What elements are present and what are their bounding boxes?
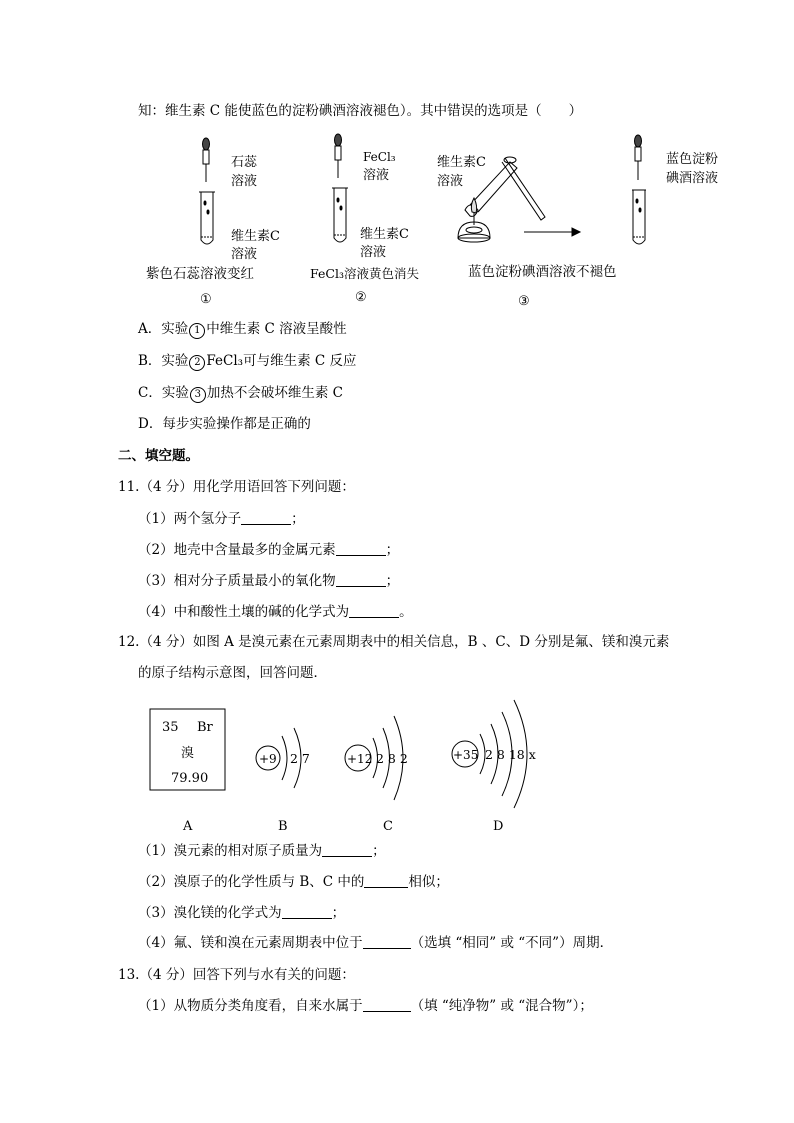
- q11-part-2: （2）地壳中含量最多的金属元素 ；: [138, 542, 400, 558]
- dropper-2-label-1: FeCl₃: [363, 150, 396, 164]
- atom-figure: [0, 690, 794, 840]
- atom-d-shells: 2 8 18 x: [485, 747, 536, 762]
- q12-part-1: （1）溴元素的相对原子质量为 ；: [138, 843, 386, 859]
- q13-stem: 13.（4 分）回答下列与水有关的问题：: [118, 967, 355, 983]
- caption-1: 紫色石蕊溶液变红: [146, 266, 254, 282]
- tube-2-label-1: 维生素C: [360, 227, 409, 242]
- tube-1-label-2: 溶液: [231, 247, 258, 262]
- atom-d-nucleus: +35: [453, 748, 479, 762]
- q12-part-3: （3）溴化镁的化学式为 ；: [138, 905, 346, 921]
- label-d: D: [493, 819, 504, 834]
- q11-part-3: （3）相对分子质量最小的氧化物 ；: [138, 573, 400, 589]
- dropper-1-label-1: 石蕊: [231, 155, 258, 170]
- test-tube-2: [332, 188, 348, 242]
- experiment-figure: [0, 128, 794, 338]
- arrow: [524, 228, 580, 236]
- section-heading: 二、填空题。: [118, 448, 199, 464]
- option-b: B．实验 2 FeCl₃可与维生素 C 反应: [138, 353, 357, 369]
- tube-1-label-1: 维生素C: [231, 229, 280, 244]
- test-tube-1: [199, 192, 215, 244]
- answer-blank[interactable]: [282, 904, 332, 919]
- atom-c-shells: 2 8 2: [376, 751, 408, 766]
- test-tube-3: [632, 190, 646, 244]
- answer-blank[interactable]: [336, 541, 386, 556]
- q12-stem-2: 的原子结构示意图，回答问题．: [138, 665, 327, 681]
- q11-part-4: （4）中和酸性土壤的碱的化学式为 。: [138, 604, 413, 620]
- q11-stem: 11.（4 分）用化学用语回答下列问题：: [118, 479, 355, 495]
- number-1: ①: [200, 292, 212, 307]
- dropper-2-label-2: 溶液: [363, 168, 390, 183]
- answer-blank[interactable]: [364, 873, 408, 888]
- atom-b-shells: 2 7: [290, 751, 310, 766]
- heat-label-1: 维生素C: [437, 155, 486, 170]
- atom-c-nucleus: +12: [347, 752, 373, 766]
- answer-blank[interactable]: [363, 934, 411, 949]
- answer-blank[interactable]: [336, 572, 386, 587]
- heat-label-2: 溶液: [437, 174, 464, 189]
- q11-part-1: （1）两个氢分子 ；: [138, 511, 305, 527]
- q12-part-2: （2）溴原子的化学性质与 B、C 中的 相似；: [138, 874, 449, 890]
- element-symbol: Br: [197, 720, 213, 735]
- label-c: C: [383, 819, 393, 834]
- q12-part-4: （4）氟、镁和溴在元素周期表中位于 （选填 “相同” 或 “不同”）周期．: [138, 935, 614, 951]
- question-stem-continuation: 知：维生素 C 能使蓝色的淀粉碘酒溶液褪色）。其中错误的选项是（ ）: [138, 103, 583, 119]
- dropper-3-label-1: 蓝色淀粉: [666, 152, 719, 167]
- atomic-number: 35: [162, 720, 179, 735]
- dropper-3-label-2: 碘酒溶液: [666, 171, 719, 186]
- tube-2-label-2: 溶液: [360, 245, 387, 260]
- answer-blank[interactable]: [349, 603, 399, 618]
- label-a: A: [183, 819, 193, 834]
- atomic-mass: 79.90: [171, 771, 209, 786]
- option-c: C．实验 3 加热不会破坏维生素 C: [138, 385, 343, 401]
- option-d: D．每步实验操作都是正确的: [138, 416, 311, 432]
- label-b: B: [278, 819, 288, 834]
- option-a: A．实验 1 中维生素 C 溶液呈酸性: [138, 321, 347, 337]
- answer-blank[interactable]: [322, 842, 372, 857]
- caption-3: 蓝色淀粉碘酒溶液不褪色: [468, 264, 617, 280]
- dropper-1: [203, 138, 210, 182]
- number-3: ③: [518, 294, 530, 309]
- dropper-3: [635, 135, 642, 180]
- dropper-1-label-2: 溶液: [231, 174, 258, 189]
- answer-blank[interactable]: [363, 997, 411, 1012]
- atom-b-nucleus: +9: [259, 752, 277, 766]
- q13-part-1: （1）从物质分类角度看，自来水属于 （填 “纯净物” 或 “混合物”）；: [138, 998, 593, 1014]
- caption-2: FeCl₃溶液黄色消失: [310, 266, 419, 281]
- answer-blank[interactable]: [241, 510, 291, 525]
- dropper-2: [335, 134, 342, 178]
- element-name: 溴: [181, 746, 195, 761]
- number-2: ②: [355, 290, 367, 305]
- q12-stem-1: 12.（4 分）如图 A 是溴元素在元素周期表中的相关信息，B 、C、D 分别是氟、镁和溴元素: [118, 634, 670, 650]
